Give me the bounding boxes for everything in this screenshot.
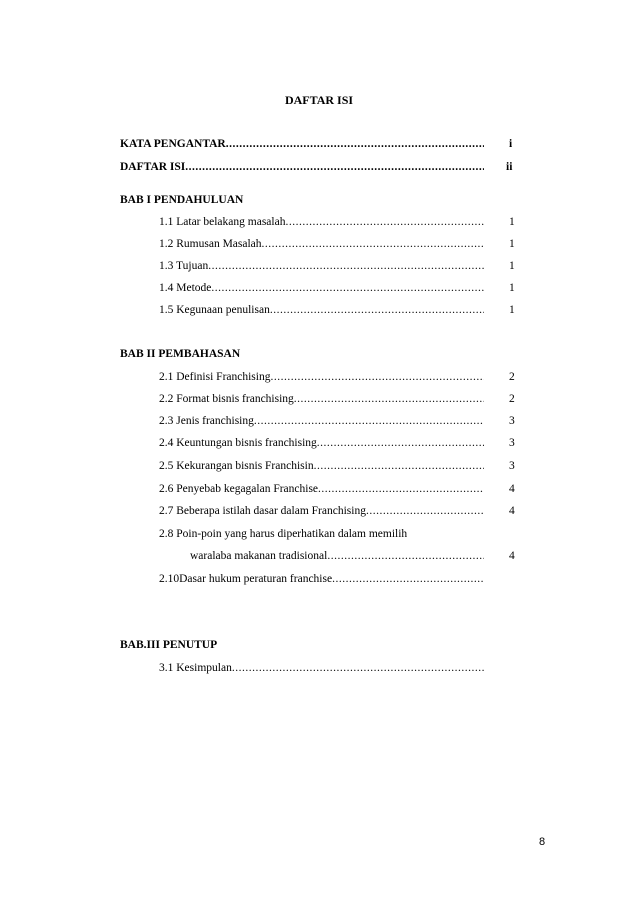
leader-dots [285, 214, 484, 230]
toc-entry [159, 503, 484, 519]
chapter-heading-bab2: BAB II PEMBAHASAN [120, 348, 241, 360]
toc-page: 1 [509, 260, 515, 272]
chapter-heading-bab1: BAB I PENDAHULUAN [120, 194, 244, 206]
toc-entry [159, 458, 484, 474]
toc-label: 2.3 Jenis franchising [159, 415, 254, 427]
page-number: 8 [539, 836, 546, 848]
toc-page: 1 [509, 304, 515, 316]
toc-title: DAFTAR ISI [284, 93, 354, 107]
leader-dots [232, 660, 484, 676]
toc-entry [190, 548, 484, 564]
toc-label: 1.5 Kegunaan penulisan [159, 304, 270, 316]
toc-entry [159, 302, 484, 318]
toc-page: 4 [509, 550, 515, 562]
leader-dots [270, 302, 484, 318]
toc-entry [159, 280, 484, 296]
leader-dots [254, 413, 484, 429]
leader-dots [226, 136, 484, 152]
leader-dots [327, 548, 484, 564]
leader-dots [332, 571, 484, 587]
toc-label: 2.4 Keuntungan bisnis franchising [159, 437, 317, 449]
toc-label: 2.5 Kekurangan bisnis Franchisin [159, 460, 314, 472]
toc-label: waralaba makanan tradisional [190, 550, 328, 562]
toc-entry-line1: 2.8 Poin-poin yang harus diperhatikan dalam memilih [159, 528, 408, 540]
toc-label: 3.1 Kesimpulan [159, 662, 232, 674]
leader-dots [314, 458, 484, 474]
toc-page: 1 [509, 238, 515, 250]
toc-entry [159, 413, 484, 429]
toc-page: 1 [509, 282, 515, 294]
toc-entry [159, 369, 484, 385]
leader-dots [185, 159, 484, 175]
toc-label: KATA PENGANTAR [120, 138, 226, 150]
toc-label: 2.7 Beberapa istilah dasar dalam Franchising [159, 505, 366, 517]
toc-page: 3 [509, 460, 515, 472]
toc-page: 4 [509, 505, 515, 517]
leader-dots [211, 280, 484, 296]
toc-entry-kata-pengantar [120, 136, 484, 152]
toc-entry [159, 481, 484, 497]
toc-entry-daftar-isi [120, 159, 484, 175]
toc-label: 1.2 Rumusan Masalah [159, 238, 262, 250]
toc-page: 3 [509, 437, 515, 449]
leader-dots [366, 503, 484, 519]
toc-label: 2.2 Format bisnis franchising [159, 393, 294, 405]
leader-dots [270, 369, 484, 385]
toc-page: 3 [509, 415, 515, 427]
leader-dots [262, 236, 484, 252]
toc-label: 2.1 Definisi Franchising [159, 371, 271, 383]
toc-entry [159, 258, 484, 274]
toc-page: 2 [509, 371, 515, 383]
toc-label: 2.10Dasar hukum peraturan franchise [159, 573, 333, 585]
toc-entry [159, 571, 484, 587]
toc-label: 1.4 Metode [159, 282, 212, 294]
toc-page-kata-pengantar: i [509, 138, 513, 150]
toc-entry [159, 214, 484, 230]
toc-entry [159, 391, 484, 407]
toc-entry [159, 660, 484, 676]
leader-dots [318, 481, 484, 497]
toc-label: 1.1 Latar belakang masalah [159, 216, 286, 228]
leader-dots [317, 435, 484, 451]
chapter-heading-bab3: BAB.III PENUTUP [120, 639, 218, 651]
toc-page: 1 [509, 216, 515, 228]
toc-page: 4 [509, 483, 515, 495]
leader-dots [208, 258, 484, 274]
toc-page: 2 [509, 393, 515, 405]
toc-label: DAFTAR ISI [120, 161, 186, 173]
toc-entry [159, 435, 484, 451]
toc-page-daftar-isi: ii [506, 161, 513, 173]
toc-label: 1.3 Tujuan [159, 260, 209, 272]
leader-dots [294, 391, 484, 407]
toc-label: 2.6 Penyebab kegagalan Franchise [159, 483, 319, 495]
toc-entry [159, 236, 484, 252]
